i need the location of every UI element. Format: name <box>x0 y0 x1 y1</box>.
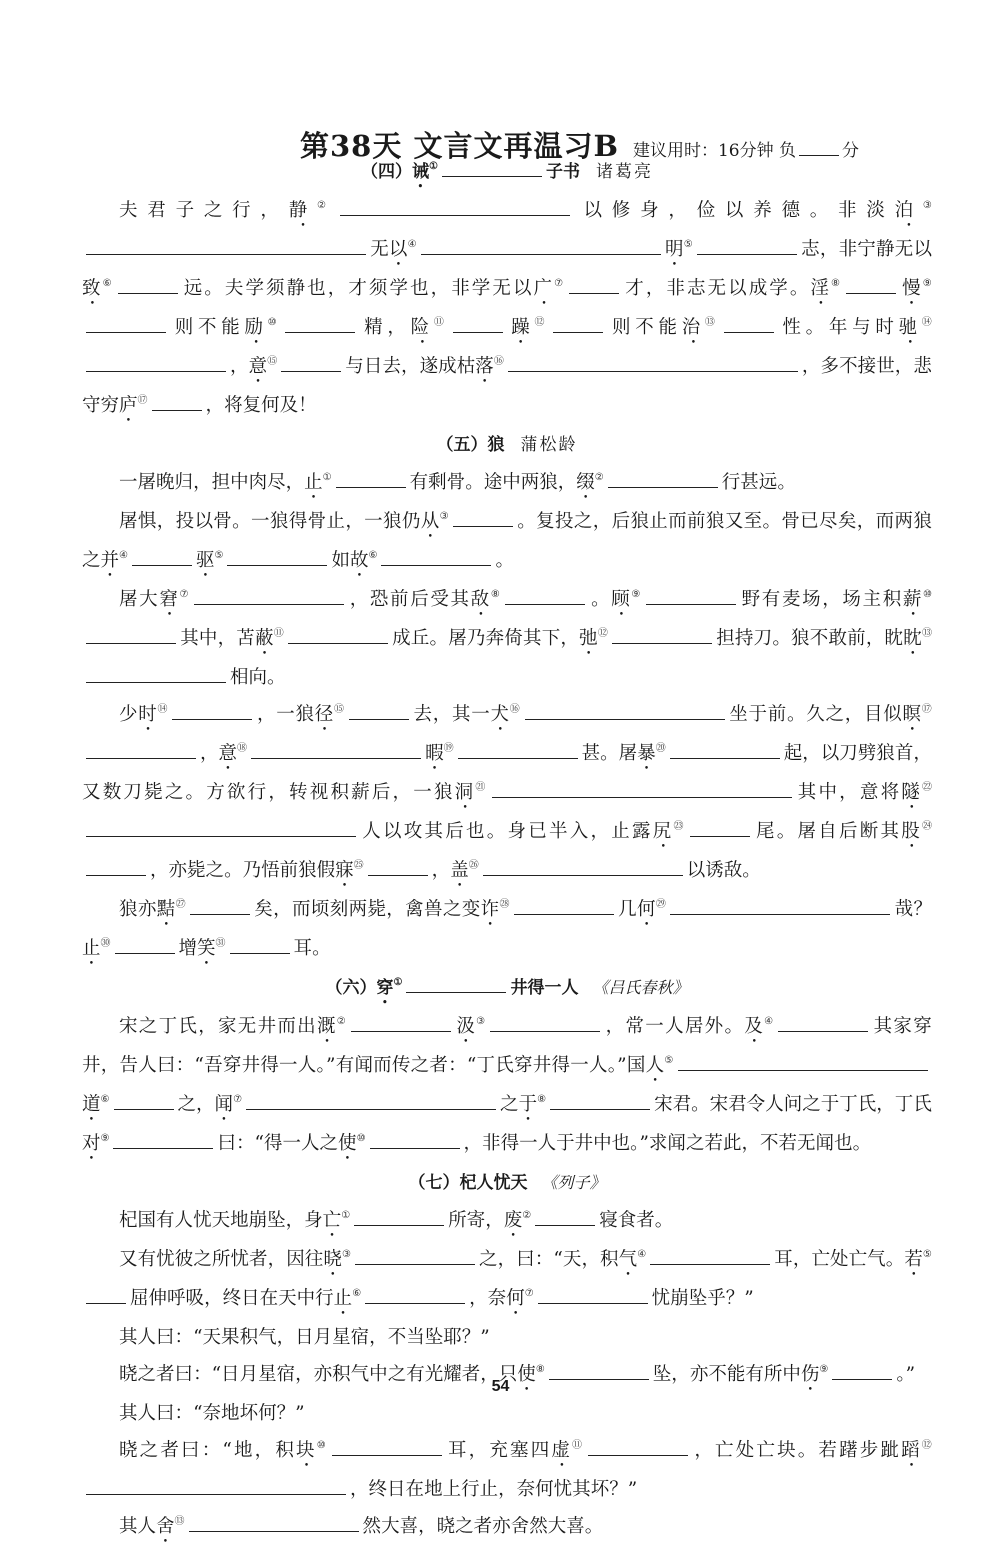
answer-blank[interactable] <box>453 314 503 333</box>
answer-blank[interactable] <box>442 158 542 177</box>
note-number: ⑦ <box>179 589 191 600</box>
answer-blank[interactable] <box>354 1207 444 1226</box>
annotated-char: 敌 <box>470 589 491 610</box>
note-number: ⑨ <box>922 278 932 289</box>
note-number: ⑭ <box>921 317 932 328</box>
paragraph: 宋之丁氏，家无井而出溉② 汲③ ，常一人居外。及④ 其家穿井，告人曰：“吾穿井得一人。”有闻而传之者：“丁氏穿井得一人。”国人⑤道⑥ 之，闻⑦ 之于⑧ 宋君。宋君令人问之于丁氏，丁氏对⑨ 曰：“得一人之使⑩ ，非得一人于井中也。”求闻之若此，不若无闻也。 <box>82 1008 932 1164</box>
annotated-char: 以 <box>388 239 408 260</box>
annotated-char: 于 <box>518 1094 538 1115</box>
paragraph: 一屠晚归，担中肉尽，止① 有剩骨。途中两狼，缀② 行甚远。 <box>82 464 932 503</box>
note-number: ① <box>393 977 403 988</box>
annotated-char: 闻 <box>214 1094 234 1115</box>
annotated-char: 对 <box>82 1133 101 1154</box>
answer-blank[interactable] <box>724 314 774 333</box>
note-number: ③ <box>341 1249 351 1260</box>
answer-blank[interactable] <box>538 1285 648 1304</box>
answer-blank[interactable] <box>152 392 202 411</box>
annotated-char: 静 <box>288 200 317 221</box>
answer-blank[interactable] <box>86 236 366 255</box>
answer-blank[interactable] <box>381 547 491 566</box>
annotated-char: 何 <box>506 1288 525 1309</box>
note-number: ⑪ <box>572 1440 585 1451</box>
answer-blank[interactable] <box>421 236 661 255</box>
annotated-char: 犬 <box>490 704 510 725</box>
annotated-char: 意 <box>218 743 238 764</box>
note-number: ⑩ <box>316 1440 328 1451</box>
annotated-char: 蔽 <box>255 628 274 649</box>
section-title <box>82 153 932 192</box>
section-title <box>82 426 932 464</box>
note-number: ⑨ <box>100 1133 110 1144</box>
note-number: ⑧ <box>537 1094 547 1105</box>
annotated-char: 暇 <box>425 743 444 764</box>
note-number: ㉔ <box>921 821 932 832</box>
note-number: ⑰ <box>137 395 148 406</box>
note-number: ⑧ <box>831 278 843 289</box>
note-number: ④ <box>119 550 128 561</box>
answer-blank[interactable] <box>505 586 585 605</box>
annotated-char: 瞑 <box>902 704 922 725</box>
note-number: ⑯ <box>493 356 504 367</box>
answer-blank[interactable] <box>608 469 718 488</box>
source-book: 《列子》 <box>541 1173 606 1192</box>
answer-blank[interactable] <box>288 625 388 644</box>
answer-blank[interactable] <box>86 740 196 759</box>
note-number: ⑳ <box>655 743 666 754</box>
answer-blank[interactable] <box>670 740 780 759</box>
annotated-char: 笑 <box>197 938 216 959</box>
annotated-char: 明 <box>664 239 684 260</box>
annotated-char: 落 <box>475 356 494 377</box>
annotated-char: 诈 <box>480 899 500 920</box>
annotated-char: 洞 <box>454 782 476 803</box>
annotated-char: 尻 <box>652 821 674 842</box>
note-number: ㉖ <box>468 860 479 871</box>
answer-blank[interactable] <box>650 1246 770 1265</box>
annotated-char: 广 <box>533 278 555 299</box>
note-number: ⑦ <box>554 278 566 289</box>
paragraph: 其人舍⑬ 然大喜，晓之者亦舍然大喜。 <box>82 1508 932 1547</box>
note-number: ⑨ <box>819 1364 829 1375</box>
annotated-char: 穿 <box>376 978 394 998</box>
annotated-char: 道 <box>82 1094 101 1115</box>
answer-blank[interactable] <box>332 1437 442 1456</box>
answer-blank[interactable] <box>553 314 603 333</box>
note-number: ⑥ <box>100 1094 110 1105</box>
note-number: ⑰ <box>921 704 932 715</box>
paragraph: 少时⑭ ，一狼径⑮ 去，其一犬⑯ 坐于前。久之，目似瞑⑰，意⑱ 暇⑲ 甚。屠暴⑳ 起，以刀劈狼首，又数刀毙之。方欲行，转视积薪后，一狼洞$^㉑$ 其中，意将隧$^㉒$人以攻其后也。身已半入，止露尻$^㉓$ 尾。屠自后断其股$^㉔$，亦毙之。乃悟前狼假寐$^㉕$ ，盖$^㉖$ 以诱敌。 <box>82 696 932 891</box>
annotated-char: 止 <box>304 472 323 493</box>
answer-blank[interactable] <box>86 1285 126 1304</box>
note-number: ⑫ <box>597 628 609 639</box>
worksheet-content <box>82 153 932 1547</box>
annotated-char: 若 <box>904 1249 923 1270</box>
answer-blank[interactable] <box>490 1013 600 1032</box>
note-number: ⑭ <box>157 704 169 715</box>
answer-blank[interactable] <box>132 547 192 566</box>
annotated-char: 薪 <box>902 589 924 610</box>
annotated-char: 暴 <box>637 743 656 764</box>
annotated-char: 淫 <box>810 278 832 299</box>
title-text: （七）杞人忧天 <box>408 1173 528 1193</box>
answer-blank[interactable] <box>365 1285 465 1304</box>
note-number: ⑥ <box>102 278 114 289</box>
answer-blank[interactable] <box>458 740 578 759</box>
annotated-char: 径 <box>314 704 334 725</box>
note-number: ⑫ <box>921 1440 932 1451</box>
note-number: ④ <box>637 1249 647 1260</box>
annotated-char: 黠 <box>156 899 176 920</box>
annotated-char: 隧 <box>901 782 922 803</box>
note-number: ㉙ <box>655 899 667 910</box>
note-number: ㉗ <box>175 899 186 910</box>
annotated-char: 慢 <box>900 278 923 299</box>
title-text: （四）诫① 子书 <box>361 162 580 182</box>
answer-blank[interactable] <box>508 353 798 372</box>
annotated-char: 股 <box>901 821 922 842</box>
annotated-char: 致 <box>82 278 103 299</box>
answer-blank[interactable] <box>281 353 341 372</box>
answer-blank[interactable] <box>778 1013 868 1032</box>
section-chuanjing <box>82 969 932 1164</box>
paragraph: 屠惧，投以骨。一狼得骨止，一狼仍从③ 。复投之，后狼止而前狼又至。骨已尽矣，而两狼之并④ 驱⑤ 如故⑥ 。 <box>82 503 932 581</box>
paragraph: 其人曰：“天果积气，日月星宿，不当坠耶？” <box>119 1327 490 1348</box>
note-number: ㉛ <box>215 938 226 949</box>
annotated-char: 弛 <box>579 628 598 649</box>
paragraph: 狼亦黠$^㉗$ 矣，而顷刻两毙，禽兽之变诈$^㉘$ 几何$^㉙$ 哉？止$^㉚$ 增笑$^㉛$ 耳。 <box>82 891 932 969</box>
note-number: ⑮ <box>334 704 345 715</box>
answer-blank[interactable] <box>230 935 290 954</box>
note-number: ⑤ <box>664 1055 674 1066</box>
answer-blank[interactable] <box>86 353 226 372</box>
answer-blank[interactable] <box>483 857 683 876</box>
answer-blank[interactable] <box>285 314 355 333</box>
note-number: ③ <box>922 200 932 211</box>
annotated-char: 躁 <box>506 317 535 338</box>
answer-blank[interactable] <box>86 818 356 837</box>
note-number: ⑬ <box>704 317 720 328</box>
paragraph: 夫君子之行，静② 以修身，俭以养德。非淡泊③无以④ 明⑤ 志，非宁静无以致⑥ 远。夫学须静也，才须学也，非学无以广⑦ 才，非志无以成学。淫⑧ 慢⑨则不能励⑩ 精，险⑪ 躁⑫ 则不能治⑬ 性。年与时驰⑭，意⑮ 与日去，遂成枯落⑯ ，多不接世，悲守穷庐⑰ ，将复何及！ <box>82 192 932 426</box>
note-number: ⑤ <box>214 550 224 561</box>
note-number: ㉑ <box>475 782 488 793</box>
answer-blank[interactable] <box>251 740 421 759</box>
note-number: ⑤ <box>683 239 693 250</box>
note-number: ⑬ <box>174 1516 185 1527</box>
annotated-char: 汲 <box>455 1016 477 1037</box>
answer-blank[interactable] <box>86 314 166 333</box>
paragraph: 晓之者曰：“日月星宿，亦积气中之有光耀者，只使⑧ 坠，亦不能有所中伤⑨ 。” <box>82 1356 932 1395</box>
note-number: ⑪ <box>273 628 284 639</box>
paragraph: 又有忧彼之所忧者，因往晓③ 之，曰：“天，积气④ 耳，亡处亡气。若⑤屈伸呼吸，终日在天中行止⑥ ，奈何⑦ 忧崩坠乎？” <box>82 1241 932 1319</box>
answer-blank[interactable] <box>846 275 896 294</box>
note-number: ① <box>429 161 438 172</box>
note-number: ㉚ <box>100 938 111 949</box>
author: 诸葛亮 <box>595 162 653 182</box>
answer-blank[interactable] <box>86 664 226 683</box>
note-number: ⑦ <box>233 1094 243 1105</box>
answer-blank[interactable] <box>612 625 712 644</box>
annotated-char: 意 <box>248 356 268 377</box>
note-number: ⑦ <box>524 1288 534 1299</box>
paragraph: 其人曰：“奈地坏何？” <box>119 1403 305 1424</box>
annotated-char: 寐 <box>335 860 354 881</box>
lesson-title: 第38天 文言文再温习B <box>300 129 619 163</box>
paragraph: 杞国有人忧天地崩坠，身亡① 所寄，废② 寝食者。 <box>82 1202 932 1241</box>
author: 蒲松龄 <box>520 435 578 455</box>
annotated-char: 盖 <box>450 860 469 881</box>
note-number: ② <box>336 1016 348 1027</box>
answer-blank[interactable] <box>514 896 614 915</box>
answer-blank[interactable] <box>115 935 175 954</box>
answer-blank[interactable] <box>172 701 252 720</box>
paragraph: 晓之者曰：“地，积块⑩ 耳，充塞四虚⑪ ，亡处亡块。若躇步跐蹈⑫，终日在地上行止，奈何忧其坏？” <box>82 1432 932 1508</box>
source-book: 《吕氏春秋》 <box>592 978 689 997</box>
answer-blank[interactable] <box>535 1207 595 1226</box>
annotated-char: 励 <box>244 317 268 338</box>
answer-blank[interactable] <box>690 818 750 837</box>
time-text: 建议用时：16分钟 负 <box>632 141 797 161</box>
annotated-char: 从 <box>420 511 440 532</box>
annotated-char: 人 <box>645 1055 665 1076</box>
annotated-char: 蹈 <box>901 1440 922 1461</box>
annotated-char: 废 <box>503 1210 523 1231</box>
answer-blank[interactable] <box>114 1091 174 1110</box>
annotated-char: 顾 <box>611 589 632 610</box>
section-lang <box>82 426 932 969</box>
note-number: ② <box>522 1210 532 1221</box>
note-number: ㉓ <box>673 821 686 832</box>
answer-blank[interactable] <box>227 547 327 566</box>
annotated-char: 舍 <box>156 1516 175 1537</box>
note-number: ⑲ <box>443 743 454 754</box>
note-number: ㉒ <box>921 782 932 793</box>
annotated-char: 诫 <box>412 162 430 182</box>
answer-blank[interactable] <box>646 586 736 605</box>
answer-blank[interactable] <box>355 1246 475 1265</box>
answer-blank[interactable] <box>336 469 406 488</box>
annotated-char: 使 <box>517 1364 536 1385</box>
answer-blank[interactable] <box>86 1476 346 1495</box>
answer-blank[interactable] <box>370 1130 460 1149</box>
note-number: ② <box>594 472 604 483</box>
answer-blank[interactable] <box>351 1013 451 1032</box>
answer-blank[interactable] <box>678 1052 928 1071</box>
note-number: ④ <box>764 1016 775 1027</box>
annotated-char: 庐 <box>119 395 138 416</box>
annotated-char: 块 <box>296 1440 317 1461</box>
annotated-char: 眈 <box>903 628 922 649</box>
section-title <box>82 969 932 1008</box>
annotated-char: 溉 <box>316 1016 337 1037</box>
note-number: ① <box>341 1210 351 1221</box>
annotated-char: 驱 <box>196 550 215 571</box>
answer-blank[interactable] <box>190 896 250 915</box>
annotated-char: 泊 <box>894 200 923 221</box>
annotated-char: 亡 <box>322 1210 342 1231</box>
annotated-char: 晓 <box>323 1249 342 1270</box>
note-number: ⑫ <box>534 317 550 328</box>
answer-blank[interactable] <box>550 1091 650 1110</box>
note-number: ⑪ <box>433 317 449 328</box>
section-qirenyoutian <box>82 1164 932 1547</box>
annotated-char: 驰 <box>898 317 922 338</box>
answer-blank[interactable] <box>588 1437 688 1456</box>
page-number: 54 <box>491 1378 510 1395</box>
note-number: ⑩ <box>267 317 282 328</box>
answer-blank[interactable] <box>349 701 409 720</box>
note-number: ④ <box>407 239 417 250</box>
note-number: ⑤ <box>922 1249 932 1260</box>
annotated-char: 险 <box>410 317 434 338</box>
annotated-char: 使 <box>338 1133 357 1154</box>
answer-blank[interactable] <box>569 275 619 294</box>
annotated-char: 虚 <box>551 1440 573 1461</box>
note-number: ⑨ <box>631 589 642 600</box>
answer-blank[interactable] <box>492 779 792 798</box>
note-number: ② <box>316 200 336 211</box>
answer-blank[interactable] <box>194 586 344 605</box>
note-number: ⑥ <box>352 1288 362 1299</box>
note-number: ⑧ <box>490 589 502 600</box>
note-number: ⑩ <box>356 1133 366 1144</box>
note-number: ⑱ <box>237 743 248 754</box>
annotated-char: 时 <box>138 704 158 725</box>
answer-blank[interactable] <box>525 701 725 720</box>
answer-blank[interactable] <box>189 1513 359 1532</box>
note-number: ③ <box>476 1016 487 1027</box>
answer-blank[interactable] <box>86 625 176 644</box>
annotated-char: 治 <box>681 317 705 338</box>
annotated-char: 及 <box>744 1016 765 1037</box>
answer-blank[interactable] <box>86 857 146 876</box>
answer-blank[interactable] <box>118 275 178 294</box>
note-number: ㉕ <box>353 860 364 871</box>
answer-blank[interactable] <box>697 236 797 255</box>
note-number: ⑬ <box>921 628 932 639</box>
annotated-char: 缀 <box>576 472 595 493</box>
answer-blank[interactable] <box>453 508 513 527</box>
answer-blank[interactable] <box>406 974 506 993</box>
paragraph: 屠大窘⑦ ，恐前后受其敌⑧ 。顾⑨ 野有麦场，场主积薪⑩其中，苫蔽⑪ 成丘。屠乃奔倚其下，弛⑫ 担持刀。狼不敢前，眈眈⑬相向。 <box>82 581 932 696</box>
section-title <box>82 1164 932 1202</box>
answer-blank[interactable] <box>670 896 890 915</box>
annotated-char: 气 <box>618 1249 638 1270</box>
answer-blank[interactable] <box>113 1130 213 1149</box>
note-number: ③ <box>439 511 449 522</box>
note-number: ㉘ <box>499 899 510 910</box>
note-number: ⑯ <box>509 704 521 715</box>
annotated-char: 故 <box>350 550 369 571</box>
section-jiezishu <box>82 153 932 426</box>
note-number: ⑥ <box>368 550 378 561</box>
note-number: ⑮ <box>267 356 278 367</box>
title-text: （五）狼 <box>436 435 505 455</box>
note-number: ⑧ <box>535 1364 545 1375</box>
annotated-char: 伤 <box>800 1364 820 1385</box>
annotated-char: 止 <box>82 938 101 959</box>
annotated-char: 何 <box>637 899 656 920</box>
answer-blank[interactable] <box>340 197 570 216</box>
note-number: ① <box>322 472 332 483</box>
score-unit: 分 <box>842 141 860 161</box>
answer-blank[interactable] <box>368 857 428 876</box>
annotated-char: 止 <box>333 1288 353 1309</box>
title-text: （六）穿① 井得一人 <box>326 978 579 998</box>
answer-blank[interactable] <box>246 1091 496 1110</box>
annotated-char: 窘 <box>159 589 180 610</box>
annotated-char: 并 <box>100 550 120 571</box>
note-number: ⑩ <box>923 589 932 600</box>
